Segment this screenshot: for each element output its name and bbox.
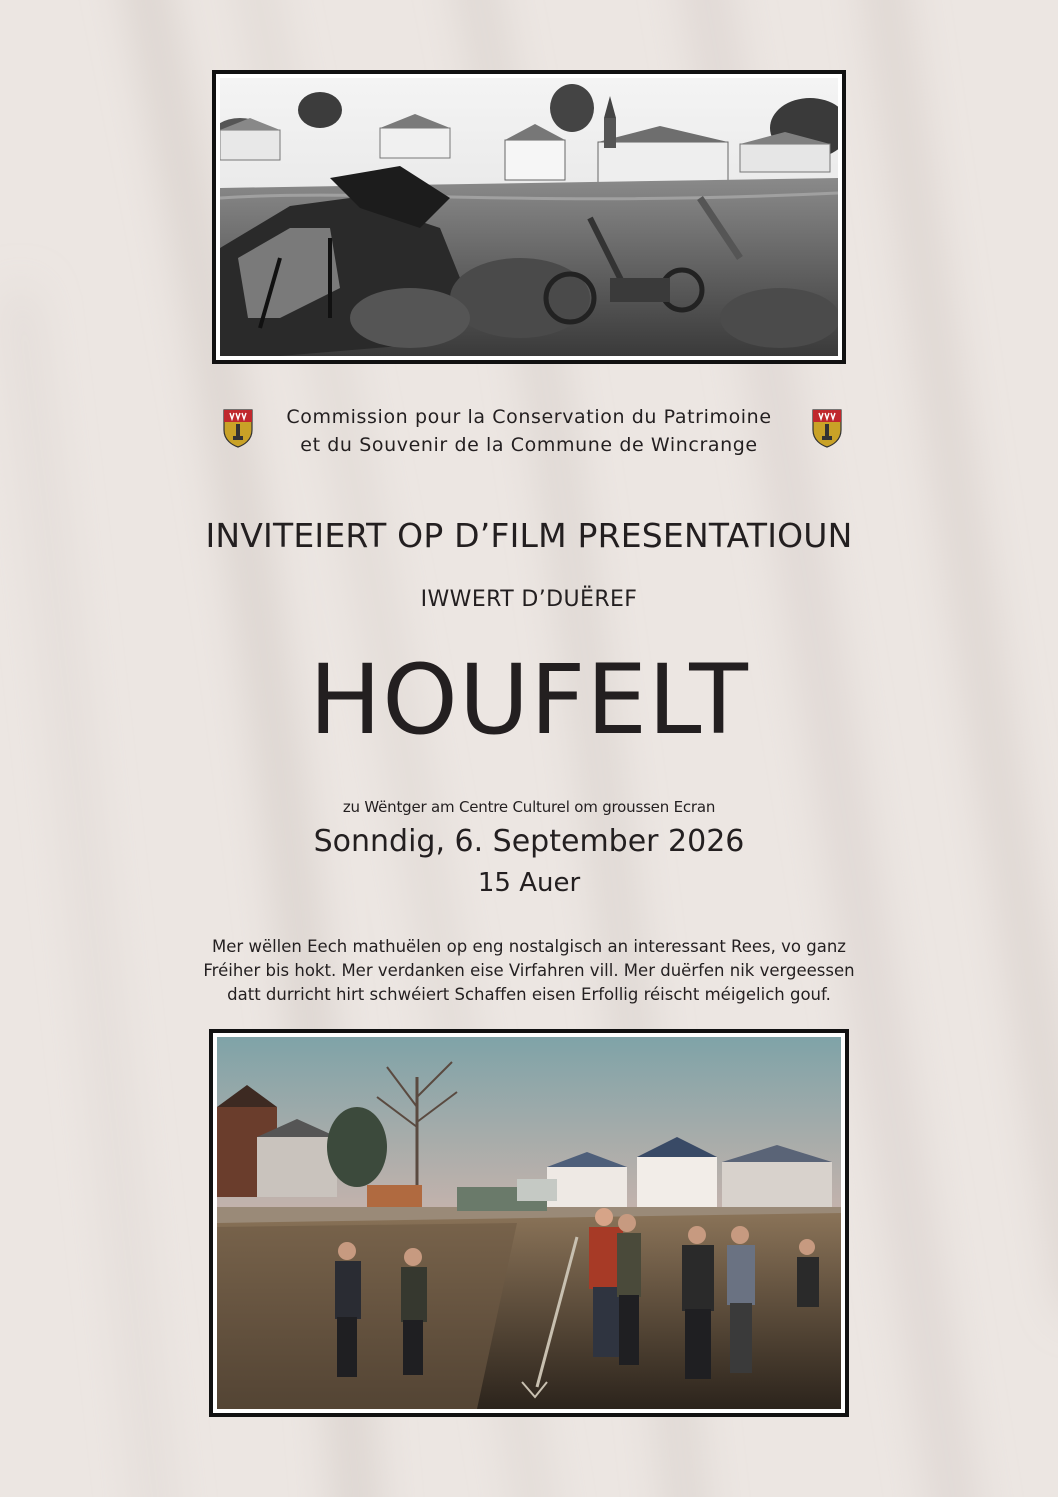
description-line: Mer wëllen Eech mathuëlen op eng nostalgisch an interessant Rees, vo ganz: [212, 937, 846, 956]
organisation-name-line1: Commission pour la Conservation du Patrimoine: [286, 406, 772, 428]
organisation-name-line2: et du Souvenir de la Commune de Wincrange: [300, 434, 758, 456]
bottom-photo: [209, 1029, 849, 1417]
invitation-subheading: IWWERT D’DUËREF: [420, 587, 638, 612]
village-scene-bw-image: [220, 78, 838, 356]
event-time: 15 Auer: [477, 868, 581, 898]
invitation-heading: INVITEIERT OP D’FILM PRESENTATIOUN: [205, 516, 853, 555]
event-date: Sonndig, 6. September 2026: [313, 824, 745, 859]
excavation-workers-color-image: [217, 1037, 841, 1409]
description-paragraph: [180, 935, 878, 1007]
page-title: HOUFELT: [309, 644, 749, 756]
top-photo: [212, 70, 846, 364]
description-line: datt durricht hirt schwéiert Schaffen eisen Erfollig réischt méigelich gouf.: [227, 985, 831, 1004]
description-line: Fréiher bis hokt. Mer verdanken eise Virfahren vill. Mer duërfen nik vergeessen: [203, 961, 855, 980]
event-location: zu Wëntger am Centre Culturel om groussen Ecran: [342, 798, 716, 816]
